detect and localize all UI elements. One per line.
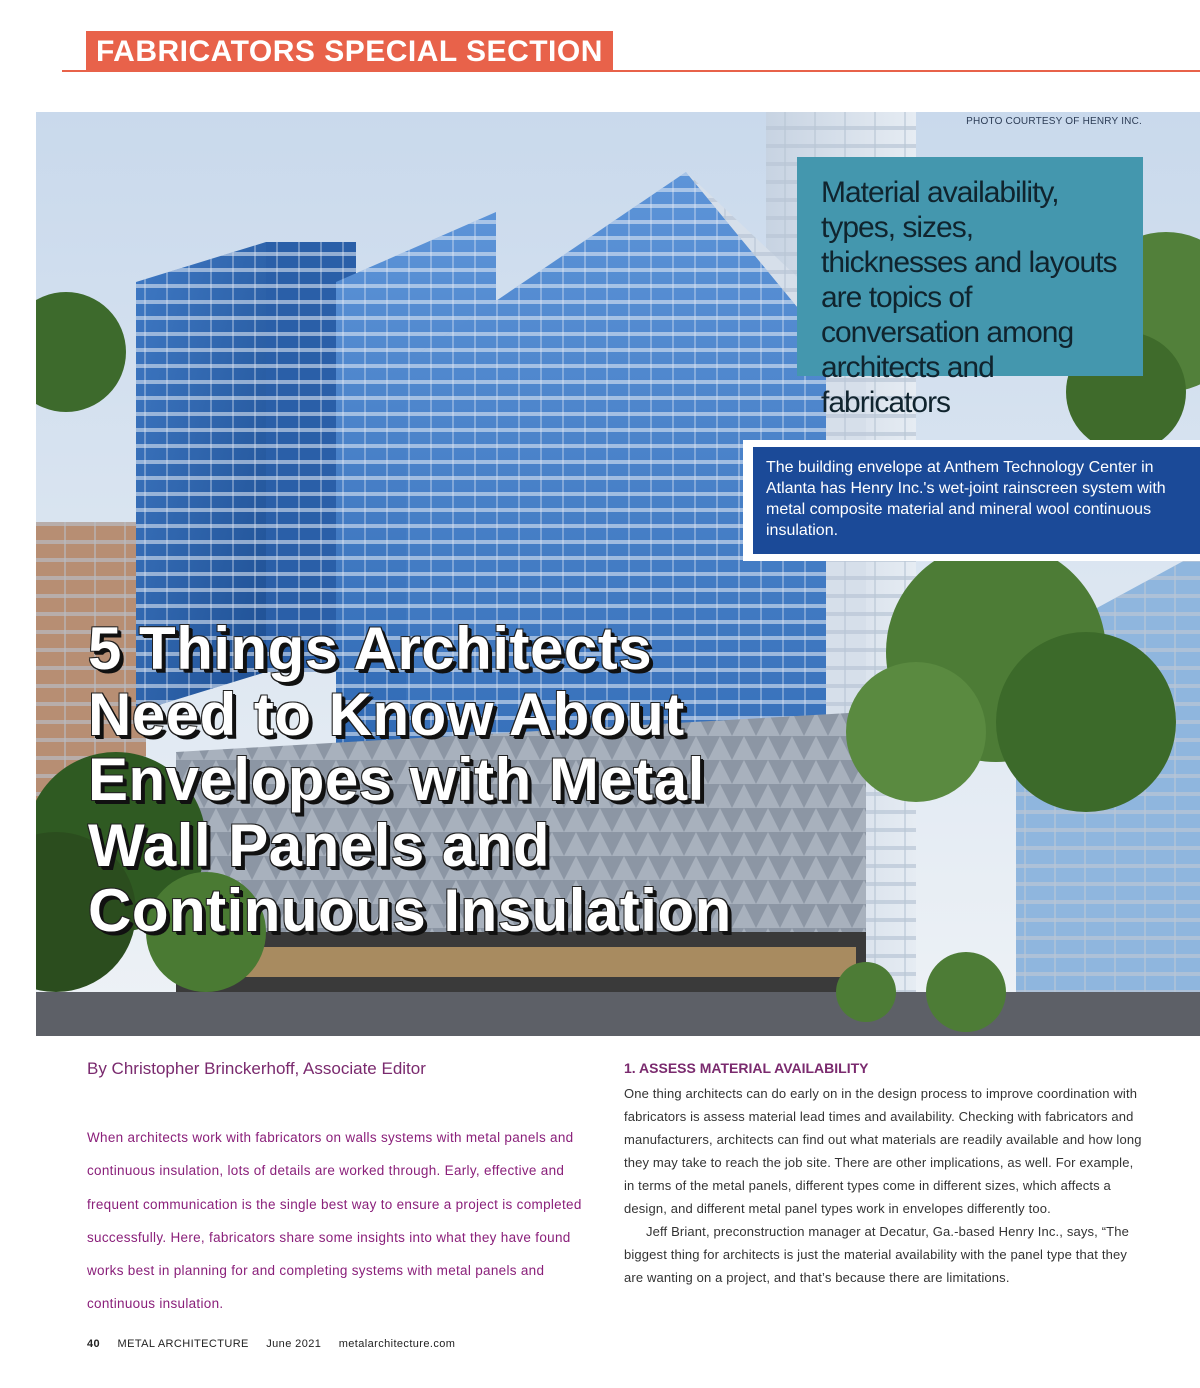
body-column [624,1082,1144,1289]
section-heading: 1. ASSESS MATERIAL AVAILABILITY [624,1060,869,1076]
page-footer [87,1338,469,1350]
publication-name: METAL ARCHITECTURE [117,1338,249,1350]
article-headline: 5 Things Architects Need to Know About Envelopes with Metal Wall Panels and Continuous Insulation [88,615,732,944]
body-paragraph: Jeff Briant, preconstruction manager at Decatur, Ga.-based Henry Inc., says, “The biggest thing for architects is just the material availability with the panel type that they are wanting on a project, and that’s because there are limitations. [624,1224,1130,1285]
photo-caption-box [743,440,1200,561]
pull-quote: Material availability, types, sizes, thicknesses and layouts are topics of conversation among architects and fabricators [821,176,1117,419]
issue-date: June 2021 [266,1338,322,1350]
section-label: FABRICATORS SPECIAL SECTION [86,31,613,71]
photo-credit: PHOTO COURTESY OF HENRY INC. [966,116,1142,127]
website-link[interactable]: metalarchitecture.com [338,1338,456,1350]
byline: By Christopher Brinckerhoff, Associate Editor [87,1059,426,1078]
pull-quote-box [797,157,1143,419]
intro-paragraph: When architects work with fabricators on walls systems with metal panels and continuous insulation, lots of details are worked through. Early, effective and frequent communication is the single best way to ensure a project is completed successfully. Here, fabricators share some insights into what they have found works best in planning for and completing systems with metal panels and continuous insulation. [87,1130,582,1312]
body-paragraph: One thing architects can do early on in the design process to improve coordination with fabricators is assess material lead times and availability. Checking with fabricators and manufacturers, architects can find out what materials are readily available and how long they may take to reach the job site. There are other implications, as well. For example, in terms of the metal panels, different types come in different sizes, which affects a design, and different metal panel types work in envelopes differently too. [624,1086,1142,1216]
page-number: 40 [87,1338,101,1350]
photo-caption: The building envelope at Anthem Technology Center in Atlanta has Henry Inc.'s wet-joint rainscreen system with metal composite material and mineral wool continuous insulation. [753,447,1200,554]
